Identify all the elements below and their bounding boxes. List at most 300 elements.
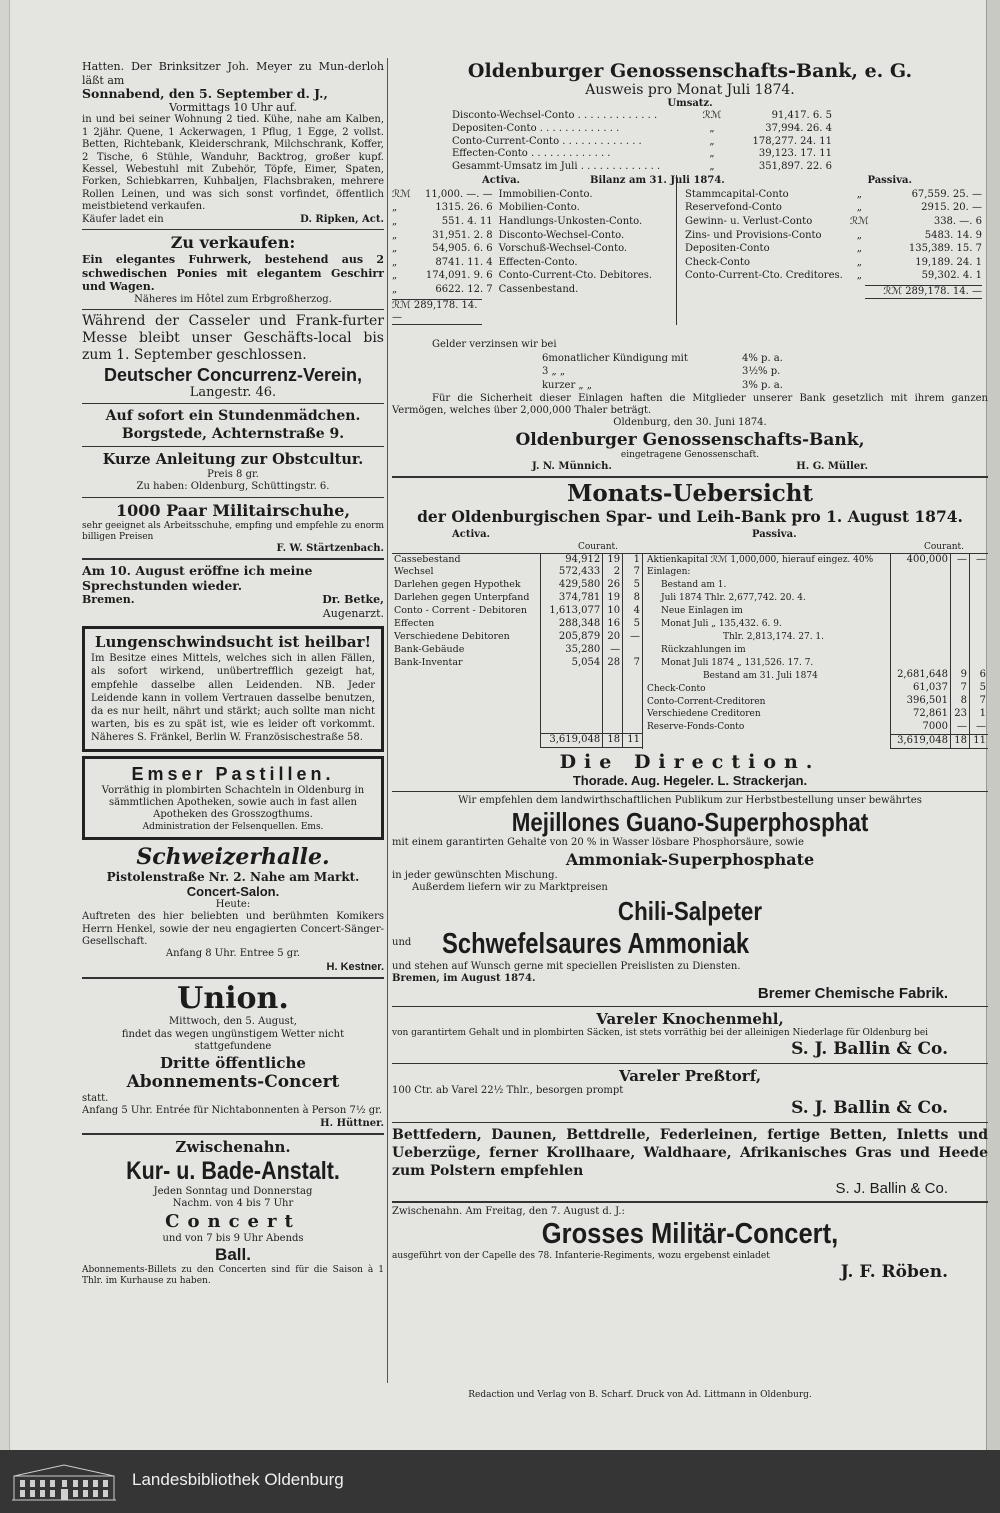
monats-activa-label: Activa. [452,529,491,541]
activa-currency: „ [392,243,398,255]
monats-subtitle: der Oldenburgischen Spar- und Leih-Bank pro 1. August 1874. [417,507,963,527]
monats-activa-v3: 1 [623,553,642,566]
activa-value: 551. 4. 11 [441,215,493,227]
monats-passiva-line: Neue Einlagen im [661,606,743,617]
monats-activa-label: Bank-Inventar [394,656,463,668]
monats-activa-v1: 572,433 [540,566,603,579]
umsatz-currency: ℛℳ [702,110,722,122]
monats-activa-spacer [392,670,642,734]
meyer-intro: Hatten. Der Brinksitzer Joh. Meyer zu Mun-derloh läßt am [82,60,384,87]
umsatz-label: Depositen-Conto . . . . . . . . . . . . . [452,123,620,134]
obst-title: Kurze Anleitung zur Obstcultur. [102,450,364,468]
meyer-signature: D. Ripken, Act. [300,213,384,225]
activa-label: Cassenbestand. [498,283,579,295]
passiva-row [685,256,982,270]
union-title: Union. [177,981,289,1017]
activa-value: 6622. 12. 7 [435,283,493,295]
militaer-intro: Zwischenahn. Am Freitag, den 7. August d. J.: [392,1205,625,1217]
sale-heading: Zu verkaufen: [170,233,296,253]
monats-activa-v1: 35,280 [540,644,603,657]
activa-label: Effecten-Conto. [498,256,578,268]
umsatz-row [452,161,832,174]
monats-passiva-label: Verschiedene Creditoren [647,709,761,720]
activa-currency: „ [392,202,398,214]
monats-activa-v3: 7 [623,566,642,579]
monats-activa-label: Effecten [394,618,435,630]
left-column [82,60,384,1287]
interest-term: 3 „ „ [542,366,566,378]
monats-passiva-label: Check-Conto [647,683,706,694]
lunge-title: Lungenschwindsucht ist heilbar! [94,633,372,652]
kur-town: Zwischenahn. [175,1137,291,1156]
monats-activa-v2: 10 [603,605,623,618]
umsatz-value: 351,897. 22. 6 [758,160,832,172]
shoes-signature: F. W. Stärtzenbach. [276,542,384,554]
page-edge-left [0,0,10,1450]
monats-passiva-line: Thlr. 2,813,174. 27. 1. [723,632,824,642]
passiva-value: 5483. 14. 9 [924,229,982,241]
page-edge-right [986,0,1000,1450]
guano-title2: Ammoniak-Superphosphate [565,849,815,869]
ad-militaer [392,1206,988,1282]
monats-passiva-line: Einlagen: [647,567,691,578]
monats-passiva-total-v3: 11 [969,735,988,749]
divider [82,497,384,498]
guano-body2: in jeder gewünschten Mischung. [392,869,558,881]
activa-currency: „ [392,229,398,241]
monats-activa-label: Conto - Corrent - Debitoren [394,605,527,617]
kur-concert: Concert [165,1210,301,1232]
lunge-body: Im Besitze eines Mittels, welches sich in allen Fällen, als sofort wirkend, unübertrefflich gezeigt hat, empfehle dasselbe allen Leidenden. NB. Jeder Leidende kann in vollem Vertrauen dasselbe benutzen, da es nur heilt, nährt und stärkt; auch sollte man nicht warten, bis es zu spät ist, wie es leider oft vorkommt. Näheres S. Fränkel, Berlin W. Französischestraße 58. [91,653,375,744]
monats-activa-total [392,734,642,748]
activa-block [392,175,677,325]
monats-passiva [642,529,988,749]
monats-passiva-line: Rückzahlungen im [661,644,746,655]
monats-activa-v1: 205,879 [540,631,603,644]
activa-value: 31,951. 2. 8 [432,229,493,241]
activa-label: Disconto-Wechsel-Conto. [498,229,625,241]
passiva-currency: „ [856,202,862,214]
knochen-title: Vareler Knochenmehl, [596,1010,784,1029]
monats-activa [392,529,642,749]
monats-activa-row [392,644,642,657]
militaer-title: Grosses Militär-Concert, [541,1218,839,1251]
betke-signature: Dr. Betke, [322,593,384,607]
ad-sale [82,233,384,306]
bank-title: Oldenburger Genossenschafts-Bank, e. G. [467,60,913,82]
activa-row [392,269,652,283]
monats-activa-v3: 8 [623,592,642,605]
umsatz-row [452,123,832,136]
maid-line1: Auf sofort ein Stundenmädchen. [105,407,361,424]
passiva-value: 2915. 20. — [921,202,982,214]
shoes-body: sehr geeignet als Arbeitsschuhe, empfing und empfehle zu enorm billigen Preisen [82,520,384,542]
monats-activa-row [392,618,642,631]
sale-more: Näheres im Hôtel zum Erbgroßherzog. [134,293,332,305]
interest-row [542,365,783,379]
monats-activa-v2: 28 [603,657,623,670]
monats-passiva-line: Monat Juli „ 135,432. 6. 9. [661,619,782,630]
bank-signature1: J. N. Münnich. [532,460,612,472]
passiva-row [685,269,982,283]
monats-activa-label: Darlehen gegen Unterpfand [394,592,530,604]
interest-block [392,339,988,392]
divider [82,403,384,404]
monats-passiva-label: Passiva. [752,529,797,541]
militaer-signature: J. F. Röben. [840,1262,948,1283]
meyer-date: Sonnabend, den 5. September d. J., [82,86,328,102]
shoes-title: 1000 Paar Militairschuhe, [115,500,351,520]
right-column [392,60,988,1282]
monats-activa-v2: 20 [603,631,623,644]
ad-maid [82,407,384,443]
monats-activa-v1: 288,348 [540,618,603,631]
monats-passiva-v2: 8 [950,695,969,708]
ad-guano [392,795,988,1003]
monats-passiva-label: Reserve-Fonds-Conto [647,722,745,733]
ad-ballin [392,1010,988,1197]
militaer-body: ausgeführt von der Capelle des 78. Infanterie-Regiments, wozu ergebenst einladet [392,1251,770,1262]
kur-time1: Nachm. von 4 bis 7 Uhr [172,1198,294,1210]
sale-body: Ein elegantes Fuhrwerk, bestehend aus 2 schwedischen Ponies mit elegantem Geschirr und Wagen. [82,253,384,294]
interest-term: kurzer „ „ [542,379,592,391]
passiva-value: 59,302. 4. 1 [921,270,982,282]
union-body: findet das wegen ungünstigem Wetter nicht stattgefundene [121,1028,345,1053]
ballin-signature3: S. J. Ballin & Co. [835,1179,948,1197]
guano-title3: Chili-Salpeter [617,895,763,926]
torf-body: 100 Ctr. ab Varel 22½ Thlr., besorgen prompt [392,1085,624,1097]
umsatz-value: 37,994. 26. 4 [765,123,832,134]
schweizer-title: Schweizerhalle. [136,843,330,870]
passiva-label: Reservefond-Conto [685,202,782,214]
union-price: Anfang 5 Uhr. Entrée für Nichtabonnenten à Person 7½ gr. [82,1105,383,1117]
monats-passiva-row [891,695,989,708]
interest-rate: 3% p. a. [742,379,783,391]
umsatz-label: Umsatz. [667,98,713,109]
guano-date: Bremen, im August 1874. [392,972,536,984]
ad-lunge [82,626,384,751]
schweizer-signature: H. Kestner. [326,960,384,973]
schweizer-subtitle: Concert-Salon. [186,883,280,899]
divider [82,558,384,560]
monats-passiva-v1: 2,681,648 [891,669,951,682]
ad-verein [82,313,384,400]
monats-passiva-line: Bestand am 1. [661,580,727,591]
passiva-currency: „ [856,256,862,268]
ad-shoes [82,501,384,555]
ad-betke [82,563,384,620]
verein-name: Deutscher Concurrenz-Verein, [103,365,363,386]
union-event2: Abonnements-Concert [126,1071,340,1092]
passiva-row [685,242,982,256]
guano-title4: Schwefelsaures Ammoniak [442,927,750,960]
monats-passiva-line: Monat Juli 1874 „ 131,526. 17. 7. [661,657,814,668]
divider [82,977,384,979]
passiva-label: Depositen-Conto [685,243,770,255]
betke-city: Bremen. [82,593,135,607]
activa-label: Immobilien-Conto. [498,188,593,200]
emser-body: Vorräthig in plombirten Schachteln in Oldenburg in sämmtlichen Apotheken, sowie auch in fast allen Apotheken des Grosszogthums. [101,784,365,821]
passiva-block [590,175,982,325]
monats-activa-v1: 429,580 [540,579,603,592]
bilanz-label: Bilanz am 31. Juli 1874. [590,175,725,187]
verein-address: Langestr. 46. [189,385,277,401]
monats-activa-row [392,592,642,605]
monats-activa-v3: 5 [623,579,642,592]
activa-value: 11,000. —. — [424,188,493,200]
union-signature: H. Hüttner. [320,1117,384,1129]
interest-term: 6monatlicher Kündigung mit [542,352,688,364]
kur-title: Kur- u. Bade-Anstalt. [126,1156,340,1185]
passiva-currency: „ [856,243,862,255]
activa-row [392,256,652,270]
bank-registered: eingetragene Genossenschaft. [620,449,760,460]
union-event1: Dritte öffentliche [160,1053,306,1072]
monats-passiva-total [891,735,989,749]
monats-passiva-v2: 23 [950,708,969,721]
schweizer-body: Auftreten des hier beliebten und berühmten Komikers Herrn Henkel, sowie der neu engagierten Concert-Sänger-Gesellschaft. [82,911,384,948]
monats-passiva-spacer [891,566,989,669]
monats-passiva-row [891,669,989,682]
umsatz-label: Conto-Current-Conto . . . . . . . . . . . . . [452,135,642,147]
betten-body: Bettfedern, Daunen, Bettdrelle, Federleinen, fertige Betten, Inletts und Ueberzüge, ferner Krollhaare, Waldhaare, Afrikanisches Gras und Heede zum Polstern empfehlen [392,1126,988,1179]
activa-value: 8741. 11. 4 [435,256,493,268]
monats-activa-v2: 16 [603,618,623,631]
activa-table [392,188,652,297]
divider [82,229,384,230]
ad-kur [82,1138,384,1287]
interest-table [542,352,783,393]
umsatz-currency: „ [709,160,715,172]
monats-activa-label: Bank-Gebäude [394,643,465,655]
passiva-label: Check-Conto [685,256,751,268]
monats-activa-v3: — [623,631,642,644]
activa-value: 54,905. 6. 6 [432,243,493,255]
umsatz-label: Gesammt-Umsatz im Juli . . . . . . . . . . . . . [452,160,661,172]
divider [82,1133,384,1135]
divider [392,791,988,792]
monats-activa-row [392,553,642,566]
umsatz-currency: „ [709,148,715,160]
monats-passiva-first-v2: — [950,554,969,567]
passiva-label: Stammcapital-Conto [685,188,789,200]
divider [392,1063,988,1064]
guano-signature: Bremer Chemische Fabrik. [757,985,948,1003]
bank-name: Oldenburger Genossenschafts-Bank, [515,429,865,450]
monats-passiva-v1: 7000 [891,721,951,734]
umsatz-row [452,136,832,149]
imprint: Redaction und Verlag von B. Scharf. Druck von Ad. Littmann in Oldenburg. [468,1390,812,1400]
monats-passiva-first-v3: — [969,554,988,567]
activa-row [392,215,652,229]
schweizer-time: Anfang 8 Uhr. Entree 5 gr. [165,948,301,960]
monats-activa-label: Verschiedene Debitoren [394,631,510,642]
activa-currency: ℛℳ [392,188,411,200]
monats-passiva-v1: 72,861 [891,708,951,721]
passiva-currency: „ [856,270,862,282]
activa-value: 1315. 26. 6 [435,202,493,214]
maid-line2: Borgstede, Achternstraße 9. [121,425,345,442]
activa-row [392,283,652,297]
passiva-label: Zins- und Provisions-Conto [685,229,822,241]
monats-activa-v3 [623,644,642,657]
monats-passiva-v2: — [950,721,969,734]
monats-activa-v3: 5 [623,618,642,631]
passiva-value: 135,389. 15. 7 [908,243,982,255]
divider [392,1201,988,1203]
passiva-label: Passiva. [867,175,912,187]
monats-passiva-line: Aktienkapital ℛℳ 1,000,000, hierauf eingez. 40% [647,554,874,565]
umsatz-value: 178,277. 24. 11 [752,135,832,147]
union-date: Mittwoch, den 5. August, [169,1016,297,1028]
activa-row [392,188,652,202]
activa-label: Activa. [482,175,521,187]
passiva-label: Gewinn- u. Verlust-Conto [685,215,813,227]
activa-value: 174,091. 9. 6 [425,270,493,282]
monats-title: Monats-Uebersicht [566,480,814,508]
interest-rate: 4% p. a. [742,352,783,364]
monats-passiva-line: Juli 1874 Thlr. 2,677,742. 20. 4. [661,593,806,604]
ballin-signature2: S. J. Ballin & Co. [791,1097,948,1118]
monats-activa-v1: 1,613,077 [540,605,603,618]
umsatz-value: 91,417. 6. 5 [771,110,832,122]
monats-passiva-v3: — [969,721,988,734]
activa-currency: „ [392,283,398,295]
guano-body4: und stehen auf Wunsch gerne mit speciellen Preislisten zu Diensten. [392,960,741,972]
ad-union [82,982,384,1129]
kur-days: Jeden Sonntag und Donnerstag [153,1185,313,1197]
activa-row [392,242,652,256]
monats-passiva-total-v2: 18 [950,735,969,749]
bank-signature2: H. G. Müller. [796,460,868,472]
passiva-value: 338. —. 6 [933,215,982,227]
activa-label: Handlungs-Unkosten-Conto. [498,215,643,227]
divider [82,446,384,447]
guano-intro: Wir empfehlen dem landwirthschaftlichen Publikum zur Herbstbestellung unser bewährtes [458,794,922,806]
monats-activa-row [392,605,642,618]
monats-activa-row [392,657,642,670]
monats-activa-v2: 26 [603,579,623,592]
monats-passiva-v2: 9 [950,669,969,682]
knochen-body: von garantirtem Gehalt und in plombirten Säcken, ist stets vorräthig bei der alleinigen Niederlage für Oldenburg bei [392,1028,929,1039]
betke-title: Augenarzt. [322,606,384,620]
kur-time2: und von 7 bis 9 Uhr Abends [162,1232,304,1244]
interest-intro: Gelder verzinsen wir bei [432,339,557,351]
monats-passiva-label: Bestand am 31. Juli 1874 [703,670,818,681]
umsatz-row [452,148,832,161]
monats-passiva-first-v1: 400,000 [891,554,951,567]
union-statt: statt. [82,1092,109,1104]
monats-activa-v2: 2 [603,566,623,579]
monats-direction: Die Direction. [559,750,821,773]
passiva-currency: „ [856,188,862,200]
monats-courant-a: Courant. [577,541,618,552]
interest-row [542,352,783,366]
monats-report [392,481,988,788]
ad-obst [82,450,384,494]
emser-title: Emser Pastillen. [131,763,335,784]
meyer-buyers: Käufer ladet ein [82,213,164,225]
activa-label: Vorschuß-Wechsel-Conto. [498,243,628,255]
guano-title: Mejillones Guano-Superphosphat [511,807,869,838]
umsatz-currency: „ [709,135,715,147]
passiva-label: Conto-Current-Cto. Creditores. [685,270,843,282]
library-building-icon [10,1462,118,1502]
monats-activa-total-v2: 18 [603,734,623,748]
monats-passiva-total-v1: 3,619,048 [891,735,951,749]
monats-passiva-v3: 5 [969,682,988,695]
monats-activa-total-v3: 11 [623,734,642,748]
activa-currency: „ [392,256,398,268]
passiva-table [685,188,982,283]
monats-passiva-row [891,554,989,567]
divider [392,1122,988,1123]
passiva-value: 67,559. 25. — [911,188,982,200]
passiva-row [685,229,982,243]
monats-passiva-v3: 7 [969,695,988,708]
umsatz-value: 39,123. 17. 11 [758,148,832,160]
monats-activa-v3: 7 [623,657,642,670]
kur-ball: Ball. [215,1245,251,1265]
monats-passiva-v3: 6 [969,669,988,682]
monats-activa-v1: 94,912 [540,553,603,566]
monats-passiva-text [642,554,890,749]
umsatz-table [452,110,832,173]
activa-label: Conto-Current-Cto. Debitores. [498,270,653,282]
bank-report [392,60,988,473]
betke-body: Am 10. August eröffne ich meine Sprechstunden wieder. [82,563,313,594]
monats-courant-p: Courant. [923,541,964,552]
activa-row [392,201,652,215]
monats-passiva-values [890,554,988,749]
monats-activa-table [392,553,642,749]
guano-und: und [392,937,412,949]
monats-passiva-row [891,708,989,721]
obst-price: Preis 8 gr. [207,468,259,480]
obst-where: Zu haben: Oldenburg, Schüttingstr. 6. [136,481,330,493]
interest-rate: 3½% p. [742,366,781,378]
monats-activa-v1: 5,054 [540,657,603,670]
meyer-time: Vormittags 10 Uhr auf. [169,100,297,114]
passiva-row [685,215,982,229]
passiva-row [685,188,982,202]
passiva-currency: „ [856,229,862,241]
monats-activa-v3: 4 [623,605,642,618]
ad-schweizerhalle [82,844,384,975]
divider [82,309,384,310]
ad-meyer [82,60,384,226]
monats-activa-label: Wechsel [394,566,434,578]
monats-activa-label: Darlehen gegen Hypothek [394,579,521,591]
umsatz-label: Disconto-Wechsel-Conto . . . . . . . . . . . . . [452,110,658,122]
monats-activa-v2: 19 [603,553,623,566]
bank-liability: Für die Sicherheit dieser Einlagen haften die Mitglieder unserer Bank gesetzlich mit ihrem ganzen Vermögen, welches über 2,000,000 Thaler beträgt. [392,392,988,416]
bank-place-date: Oldenburg, den 30. Juni 1874. [613,417,767,429]
monats-activa-v1: 374,781 [540,592,603,605]
interest-row [542,379,783,393]
library-name: Landesbibliothek Oldenburg [132,1470,344,1489]
passiva-value: 19,189. 24. 1 [915,256,982,268]
monats-activa-v2: — [603,644,623,657]
monats-passiva-row [891,682,989,695]
umsatz-row [452,110,832,123]
monats-signatures: Thorade. Aug. Hegeler. L. Strackerjan. [572,772,808,788]
verein-body: Während der Casseler und Frank-furter Messe bleibt unser Geschäfts-local bis zum 1. September geschlossen. [82,313,384,364]
guano-body1: mit einem garantirten Gehalte von 20 % in Wasser lösbare Phosphorsäure, sowie [392,837,804,849]
activa-total: ℛℳ 289,178. 14. — [392,299,482,326]
divider [392,1006,988,1007]
torf-title: Vareler Preßtorf, [618,1067,762,1086]
